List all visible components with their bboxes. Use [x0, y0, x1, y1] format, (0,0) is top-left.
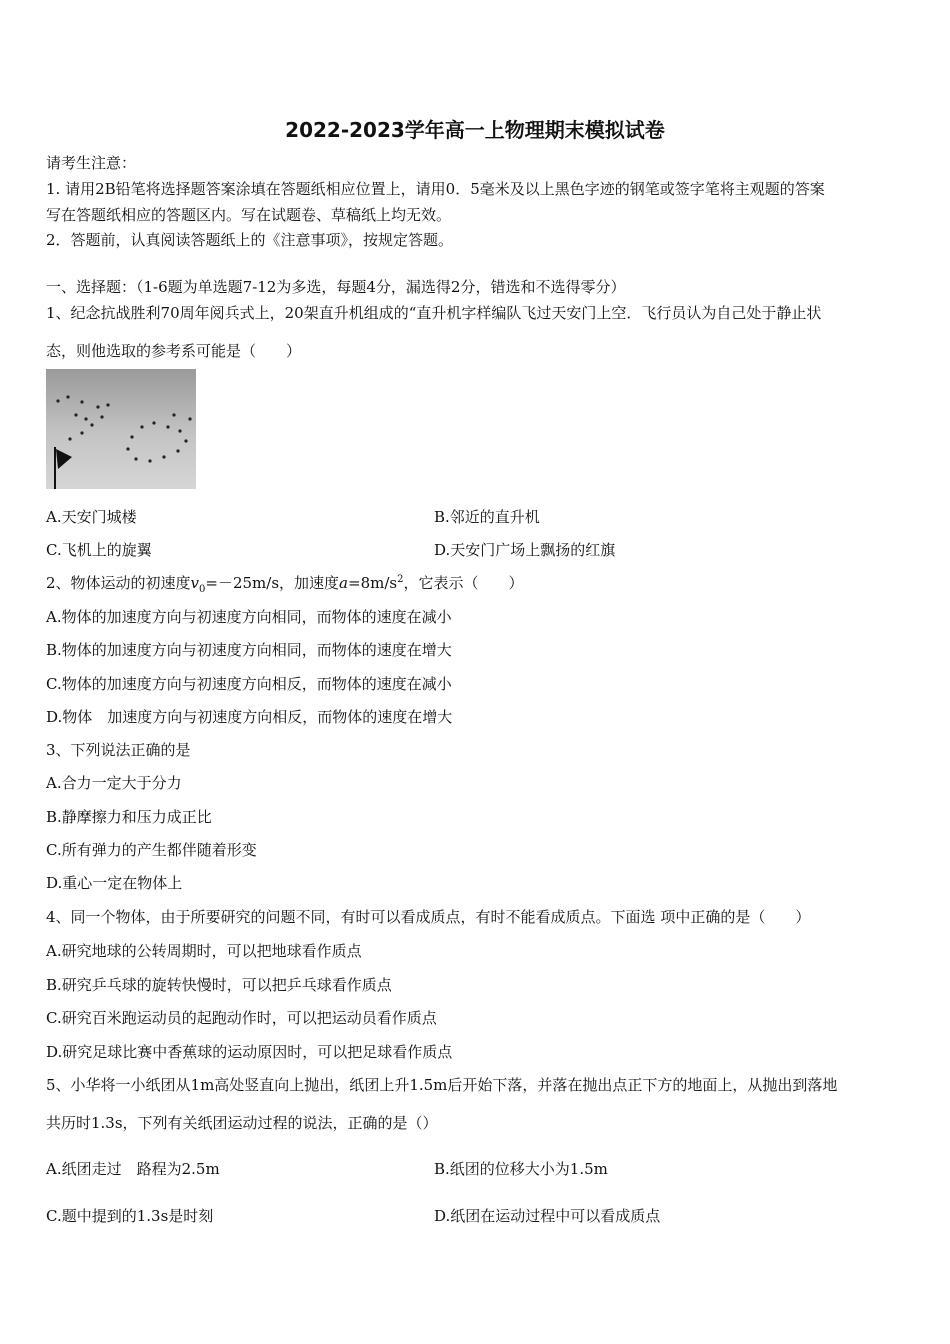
question-1-stem-line-1: 1、纪念抗战胜利70周年阅兵式上，20架直升机组成的“直升机字样编队飞过天安门上空．飞行员认为自己处于静止状	[46, 304, 822, 322]
question-3-option-c[interactable]: C.所有弹力的产生都伴随着形变	[46, 841, 257, 859]
question-4-option-a[interactable]: A.研究地球的公转周期时，可以把地球看作质点	[46, 942, 362, 960]
notice-item-1-line-2: 写在答题纸相应的答题区内。写在试题卷、草稿纸上均无效。	[46, 206, 452, 224]
question-1-option-b[interactable]: B.邻近的直升机	[434, 508, 540, 526]
question-2-option-d[interactable]: D.物体 加速度方向与初速度方向相反，而物体的速度在增大	[46, 708, 453, 726]
question-3-stem: 3、下列说法正确的是	[46, 741, 191, 759]
question-5-option-a[interactable]: A.纸团走过 路程为2.5m	[46, 1160, 220, 1178]
question-1-option-d[interactable]: D.天安门广场上飘扬的红旗	[434, 541, 616, 559]
question-4-stem: 4、同一个物体，由于所要研究的问题不同，有时可以看成质点，有时不能看成质点。下面选 项中正确的是（ ）	[46, 908, 811, 926]
question-2-acceleration-value: =8m/s	[348, 574, 398, 592]
question-1-option-a[interactable]: A.天安门城楼	[46, 508, 137, 526]
notice-item-2: 2．答题前，认真阅读答题纸上的《注意事项》，按规定答题。	[46, 231, 454, 249]
question-3-option-b[interactable]: B.静摩擦力和压力成正比	[46, 808, 212, 826]
notice-item-1-line-1: 1. 请用2B铅笔将选择题答案涂填在答题纸相应位置上，请用0．5毫米及以上黑色字迹的钢笔或签字笔将主观题的答案	[46, 180, 825, 198]
question-5-option-b[interactable]: B.纸团的位移大小为1.5m	[434, 1160, 608, 1178]
question-2-stem	[46, 572, 523, 595]
question-2-option-a[interactable]: A.物体的加速度方向与初速度方向相同，而物体的速度在减小	[46, 608, 452, 626]
question-1-stem-line-2: 态，则他选取的参考系可能是（ ）	[46, 342, 302, 360]
helicopter-formation-photo	[46, 369, 196, 489]
velocity-symbol: v	[190, 574, 200, 592]
notice-heading: 请考生注意：	[46, 154, 137, 172]
velocity-subscript: 0	[199, 584, 206, 595]
question-3-option-a[interactable]: A.合力一定大于分力	[46, 774, 182, 792]
acceleration-symbol: a	[339, 574, 348, 592]
question-2-option-c[interactable]: C.物体的加速度方向与初速度方向相反，而物体的速度在减小	[46, 675, 452, 693]
exam-title: 2022-2023学年高一上物理期末模拟试卷	[285, 118, 665, 142]
question-2-velocity-value: =－25m/s，加速度	[205, 574, 340, 592]
question-4-option-b[interactable]: B.研究乒乓球的旋转快慢时，可以把乒乓球看作质点	[46, 976, 392, 994]
question-4-option-d[interactable]: D.研究足球比赛中香蕉球的运动原因时，可以把足球看作质点	[46, 1043, 453, 1061]
section-heading: 一、选择题：（1-6题为单选题7-12为多选，每题4分，漏选得2分，错选和不选得零分）	[46, 278, 626, 296]
question-2-stem-prefix: 2、物体运动的初速度	[46, 574, 191, 592]
question-1-option-c[interactable]: C.飞机上的旋翼	[46, 541, 152, 559]
question-3-option-d[interactable]: D.重心一定在物体上	[46, 874, 183, 892]
acceleration-exponent: 2	[397, 574, 404, 585]
question-4-option-c[interactable]: C.研究百米跑运动员的起跑动作时，可以把运动员看作质点	[46, 1009, 437, 1027]
helicopter-formation-illustration	[46, 369, 196, 489]
question-5-option-d[interactable]: D.纸团在运动过程中可以看成质点	[434, 1207, 661, 1225]
question-2-stem-suffix: ，它表示（ ）	[403, 574, 524, 592]
question-5-stem-line-1: 5、小华将一小纸团从1m高处竖直向上抛出，纸团上升1.5m后开始下落，并落在抛出点正下方的地面上，从抛出到落地	[46, 1076, 838, 1094]
question-2-option-b[interactable]: B.物体的加速度方向与初速度方向相同，而物体的速度在增大	[46, 641, 452, 659]
question-5-stem-line-2: 共历时1.3s，下列有关纸团运动过程的说法，正确的是（）	[46, 1114, 438, 1132]
question-5-option-c[interactable]: C.题中提到的1.3s是时刻	[46, 1207, 214, 1225]
